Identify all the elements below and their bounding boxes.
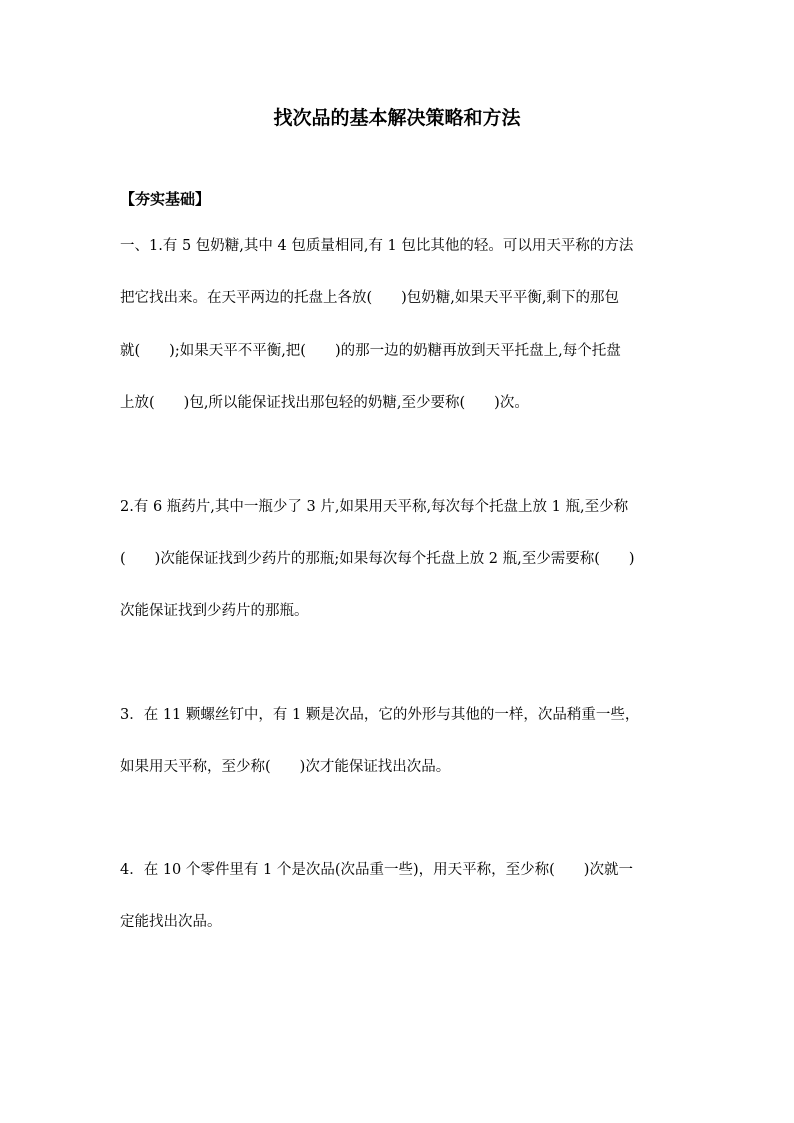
question-1-line-4: 上放( )包,所以能保证找出那包轻的奶糖,至少要称( )次。 [120, 395, 529, 411]
question-1-line-1: 一、1.有 5 包奶糖,其中 4 包质量相同,有 1 包比其他的轻。可以用天平称的方法 [120, 238, 634, 254]
question-2-line-2: ( )次能保证找到少药片的那瓶;如果每次每个托盘上放 2 瓶,至少需要称( ) [120, 551, 635, 567]
question-1-line-3: 就( );如果天平不平衡,把( )的那一边的奶糖再放到天平托盘上,每个托盘 [120, 343, 621, 359]
question-4-line-2: 定能找出次品。 [120, 914, 222, 930]
question-2-line-3: 次能保证找到少药片的那瓶。 [120, 603, 309, 619]
question-3-line-2: 如果用天平称，至少称( )次才能保证找出次品。 [120, 759, 451, 775]
page-title: 找次品的基本解决策略和方法 [273, 107, 521, 129]
question-3-line-1: 3．在 11 颗螺丝钉中，有 1 颗是次品，它的外形与其他的一样，次品稍重一些， [120, 707, 640, 723]
section-heading: 【夯实基础】 [120, 190, 211, 208]
question-1-line-2: 把它找出来。在天平两边的托盘上各放( )包奶糖,如果天平平衡,剩下的那包 [120, 290, 620, 306]
question-4-line-1: 4．在 10 个零件里有 1 个是次品(次品重一些)，用天平称，至少称( )次就一 [120, 862, 633, 878]
question-2-line-1: 2.有 6 瓶药片,其中一瓶少了 3 片,如果用天平称,每次每个托盘上放 1 瓶,至少称 [120, 499, 629, 515]
